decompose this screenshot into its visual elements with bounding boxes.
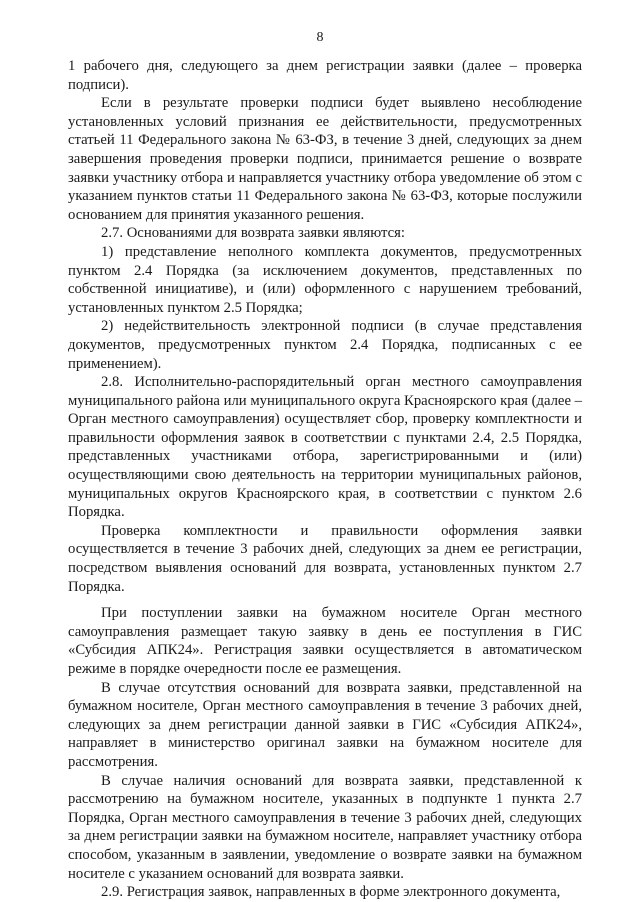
paragraph: 2.8. Исполнительно-распорядительный орган местного самоуправления муниципального района или муниципального округа Красноярского края (далее – Орган местного самоуправления) осуществляет сбор, проверку комплектности и правильности оформления заявок в соответствии с пунктами 2.4, 2.5 Порядка, представленных участниками отбора, зарегистрированными и (или) осуществляющими свою деятельность на территории муниципальных районов, муниципальных округов Красноярского края, в соответствии с пунктом 2.6 Порядка. xyxy=(68,374,582,521)
document-body xyxy=(68,57,582,902)
paragraph: 1) представление неполного комплекта документов, предусмотренных пунктом 2.4 Порядка (за исключением документов, представленных по собственной инициативе), и (или) оформленного с нарушением требований, установленных пунктом 2.5 Порядка; xyxy=(68,243,582,316)
paragraph: При поступлении заявки на бумажном носителе Орган местного самоуправления размещает такую заявку в день ее поступления в ГИС «Субсидия АПК24». Регистрация заявки осуществляется в автоматическом режиме в порядке очередности после ее размещения. xyxy=(68,605,582,677)
paragraph: В случае наличия оснований для возврата заявки, представленной к рассмотрению на бумажном носителе, указанных в подпункте 1 пункта 2.7 Порядка, Орган местного самоуправления в течение 3 рабочих дней, следующих за днем регистрации заявки на бумажном носителе, направляет участнику отбора способом, указанным в заявлении, уведомление о возврате заявки на бумажном носителе с указанием оснований для возврата заявки. xyxy=(68,772,582,882)
paragraph: В случае отсутствия оснований для возврата заявки, представленной на бумажном носителе, Орган местного самоуправления в течение 3 рабочих дней, следующих за днем регистрации данной заявки в ГИС «Субсидия АПК24», направляет в министерство оригинал заявки на бумажном носителе для рассмотрения. xyxy=(68,679,582,770)
paragraph: Проверка комплектности и правильности оформления заявки осуществляется в течение 3 рабочих дней, следующих за днем ее регистрации, посредством выявления оснований для возврата, установленных пунктом 2.7 Порядка. xyxy=(68,522,582,595)
paragraph: 1 рабочего дня, следующего за днем регистрации заявки (далее – проверка подписи). xyxy=(68,58,582,93)
paragraph: 2.7. Основаниями для возврата заявки являются: xyxy=(101,225,406,242)
page-number: 8 xyxy=(316,30,324,45)
paragraph: Если в результате проверки подписи будет выявлено несоблюдение установленных условий признания ее действительности, предусмотренных статьей 11 Федерального закона № 63-ФЗ, в течение 3 дней, следующих за днем завершения проведения проверки подписи, принимается решение о возврате заявки участнику отбора и направляется участнику отбора уведомление об этом с указанием пунктов статьи 11 Федерального закона № 63-ФЗ, которые послужили основанием для принятия указанного решения. xyxy=(68,95,582,223)
paragraph: 2.9. Регистрация заявок, направленных в форме электронного документа, xyxy=(101,884,561,901)
paragraph: 2) недействительность электронной подписи (в случае представления документов, предусмотренных пунктом 2.4 Порядка, подписанных с ее применением). xyxy=(68,318,582,372)
